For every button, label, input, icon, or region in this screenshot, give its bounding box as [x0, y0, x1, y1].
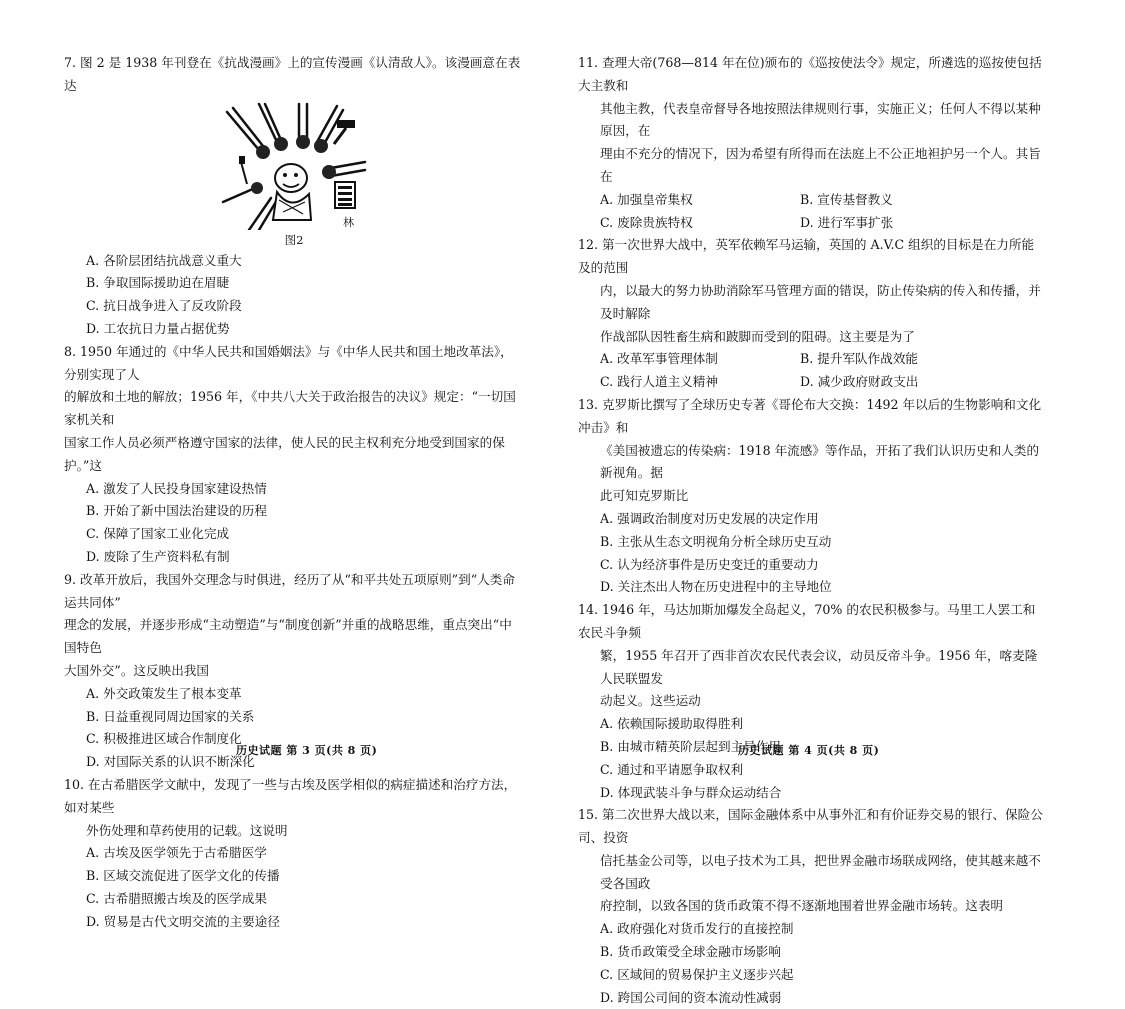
- option-d: D. 体现武装斗争与群众运动结合: [600, 784, 782, 800]
- question-stem-line: 15. 第二次世界大战以来，国际金融体系中从事外汇和有价证券交易的银行、保险公司、投资: [578, 807, 1043, 846]
- option-c: C. 通过和平请愿争取权利: [600, 761, 744, 777]
- question-7: [64, 52, 524, 341]
- question-stem-line: 的解放和土地的解放；1956 年，《中共八大关于政治报告的决议》规定：“一切国家机关和: [64, 389, 516, 428]
- question-11: [578, 52, 1043, 234]
- option-a: A. 古埃及医学领先于古希腊医学: [86, 845, 267, 861]
- question-8: [64, 341, 524, 569]
- question-stem-line: 内，以最大的努力协助消除军马管理方面的错误，防止传染病的传入和传播，并及时解除: [600, 282, 1041, 321]
- cartoon-figure: [64, 102, 524, 248]
- question-13: [578, 394, 1043, 599]
- option-a: A. 加强皇帝集权: [600, 191, 693, 207]
- question-stem-line: 《美国被遗忘的传染病：1918 年流感》等作品，开拓了我们认识历史和人类的新视角。据: [600, 442, 1040, 481]
- option-c: C. 积极推进区域合作制度化: [86, 731, 242, 747]
- question-stem-line: 其他主教，代表皇帝督导各地按照法律规则行事，实施正义；任何人不得以某种原因，在: [600, 100, 1041, 139]
- option-d: D. 关注杰出人物在历史进程中的主导地位: [600, 579, 832, 595]
- option-b: B. 区域交流促进了医学文化的传播: [86, 868, 280, 884]
- option-b: B. 提升军队作战效能: [800, 351, 919, 367]
- option-d: D. 废除了生产资料私有制: [86, 548, 230, 564]
- question-stem-line: 此可知克罗斯比: [600, 488, 689, 504]
- option-b: B. 日益重视同周边国家的关系: [86, 708, 255, 724]
- question-stem-line: 繁，1955 年召开了西非首次农民代表会议，动员反帝斗争。1956 年，喀麦隆人民联盟发: [600, 647, 1038, 686]
- option-d: D. 进行军事扩张: [800, 214, 894, 230]
- question-12: [578, 234, 1043, 394]
- question-stem-line: 11. 查理大帝(768—814 年在位)颁布的《巡按使法令》规定，所遴选的巡按使包括大主教和: [578, 55, 1042, 93]
- option-c: C. 践行人道主义精神: [600, 374, 718, 390]
- option-a: A. 政府强化对货币发行的直接控制: [600, 921, 794, 937]
- question-stem-line: 理念的发展，并逐步形成“主动塑造”与“制度创新”并重的战略思维，重点突出“中国特色: [64, 617, 512, 656]
- question-stem-line: 9. 改革开放后，我国外交理念与时俱进，经历了从“和平共处五项原则”到“人类命运共同体”: [64, 571, 515, 610]
- cartoon-signature: 林: [343, 216, 354, 229]
- question-stem-line: 大国外交”。这反映出我国: [64, 662, 209, 678]
- question-14: [578, 599, 1043, 804]
- question-stem-line: 作战部队因牲畜生病和跛脚而受到的阻碍。这主要是为了: [600, 328, 915, 344]
- option-c: C. 古希腊照搬古埃及的医学成果: [86, 890, 267, 906]
- options-row: [578, 348, 1043, 371]
- question-stem-line: 动起义。这些运动: [600, 693, 701, 709]
- option-c: C. 保障了国家工业化完成: [86, 526, 230, 542]
- option-b: B. 争取国际援助迫在眉睫: [86, 275, 230, 291]
- propaganda-cartoon-image: [219, 102, 369, 230]
- question-stem-line: 信托基金公司等，以电子技术为工具，把世界金融市场联成网络，使其越来越不受各国政: [600, 852, 1041, 891]
- question-stem-line: 外伤处理和草药使用的记载。这说明: [86, 822, 288, 838]
- option-d: D. 贸易是古代文明交流的主要途径: [86, 913, 280, 929]
- option-a: A. 各阶层团结抗战意义重大: [86, 252, 242, 268]
- options-row: [578, 189, 1043, 212]
- left-column: [64, 52, 524, 934]
- question-stem: 7. 图 2 是 1938 年刊登在《抗战漫画》上的宣传漫画《认清敌人》。该漫画意在表达: [64, 55, 521, 93]
- right-column: [578, 52, 1043, 1009]
- option-b: B. 主张从生态文明视角分析全球历史互动: [600, 533, 832, 549]
- option-a: A. 依赖国际援助取得胜利: [600, 716, 744, 732]
- option-c: C. 废除贵族特权: [600, 214, 693, 230]
- page-footer-right: 历史试题 第 4 页(共 8 页): [738, 744, 880, 757]
- option-a: A. 改革军事管理体制: [600, 351, 718, 367]
- question-stem-line: 12. 第一次世界大战中，英军依赖军马运输，英国的 A.V.C 组织的目标是在力所能及的范围: [578, 237, 1035, 276]
- question-stem-line: 国家工作人员必须严格遵守国家的法律，使人民的民主权利充分地受到国家的保护。”这: [64, 434, 505, 473]
- option-d: D. 减少政府财政支出: [800, 374, 919, 390]
- question-stem-line: 理由不充分的情况下，因为希望有所得而在法庭上不公正地袒护另一个人。其旨在: [600, 146, 1041, 184]
- question-stem-line: 13. 克罗斯比撰写了全球历史专著《哥伦布大交换：1492 年以后的生物影响和文化冲击》和: [578, 396, 1042, 435]
- question-stem-line: 14. 1946 年，马达加斯加爆发全岛起义，70% 的农民积极参与。马里工人罢工和农民斗争频: [578, 602, 1036, 640]
- question-10: [64, 774, 524, 934]
- option-d: D. 跨国公司间的资本流动性减弱: [600, 989, 782, 1005]
- option-d: D. 对国际关系的认识不断深化: [86, 754, 255, 770]
- option-b: B. 由城市精英阶层起到主导作用: [600, 738, 781, 754]
- option-b: B. 开始了新中国法治建设的历程: [86, 503, 267, 519]
- figure-caption: 图2: [284, 232, 304, 247]
- question-15: [578, 804, 1043, 1009]
- option-d: D. 工农抗日力量占据优势: [86, 320, 230, 336]
- options-row: [578, 371, 1043, 394]
- question-stem-line: 府控制，以致各国的货币政策不得不逐渐地围着世界金融市场转。这表明: [600, 898, 1003, 914]
- option-b: B. 货币政策受全球金融市场影响: [600, 944, 781, 960]
- option-a: A. 外交政策发生了根本变革: [86, 685, 242, 701]
- option-a: A. 激发了人民投身国家建设热情: [86, 480, 267, 496]
- option-c: C. 抗日战争进入了反攻阶段: [86, 298, 242, 314]
- option-c: C. 区域间的贸易保护主义逐步兴起: [600, 966, 794, 982]
- page-footer-left: 历史试题 第 3 页(共 8 页): [236, 744, 378, 757]
- options-row: [578, 212, 1043, 235]
- question-stem-line: 8. 1950 年通过的《中华人民共和国婚姻法》与《中华人民共和国土地改革法》，分别实现了人: [64, 343, 513, 382]
- option-b: B. 宣传基督教义: [800, 191, 893, 207]
- option-a: A. 强调政治制度对历史发展的决定作用: [600, 510, 819, 526]
- question-stem-line: 10. 在古希腊医学文献中，发现了一些与古埃及医学相似的病症描述和治疗方法，如对某些: [64, 776, 517, 815]
- option-c: C. 认为经济事件是历史变迁的重要动力: [600, 556, 819, 572]
